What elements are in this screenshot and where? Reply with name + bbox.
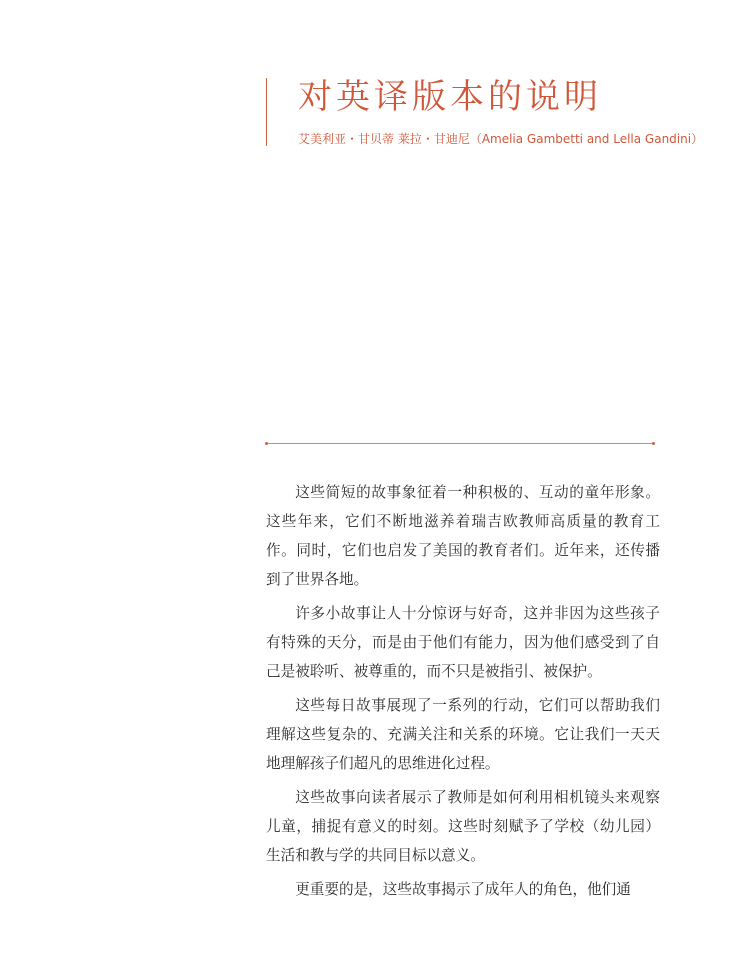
- paragraph: 这些简短的故事象征着一种积极的、互动的童年形象。这些年来，它们不断地滋养着瑞吉欧教师高质量的教育工作。同时，它们也启发了美国的教育者们。近年来，还传播到了世界各地。: [266, 484, 660, 588]
- title-accent-bar: [266, 78, 267, 146]
- author-line: 艾美利亚・甘贝蒂 莱拉・甘迪尼（Amelia Gambetti and Lella Gandini）: [298, 132, 704, 146]
- paragraph: 更重要的是，这些故事揭示了成年人的角色，他们通: [295, 881, 631, 898]
- section-divider: [266, 443, 654, 444]
- paragraph: 这些故事向读者展示了教师是如何利用相机镜头来观察儿童，捕捉有意义的时刻。这些时刻赋予了学校（幼儿园）生活和教与学的共同目标以意义。: [266, 789, 660, 864]
- page-title: 对英译版本的说明: [298, 77, 602, 117]
- body-text: [266, 478, 660, 909]
- paragraph: 这些每日故事展现了一系列的行动，它们可以帮助我们理解这些复杂的、充满关注和关系的环境。它让我们一天天地理解孩子们超凡的思维进化过程。: [266, 697, 660, 772]
- paragraph: 许多小故事让人十分惊讶与好奇，这并非因为这些孩子有特殊的天分，而是由于他们有能力，因为他们感受到了自己是被聆听、被尊重的，而不只是被指引、被保护。: [266, 605, 660, 680]
